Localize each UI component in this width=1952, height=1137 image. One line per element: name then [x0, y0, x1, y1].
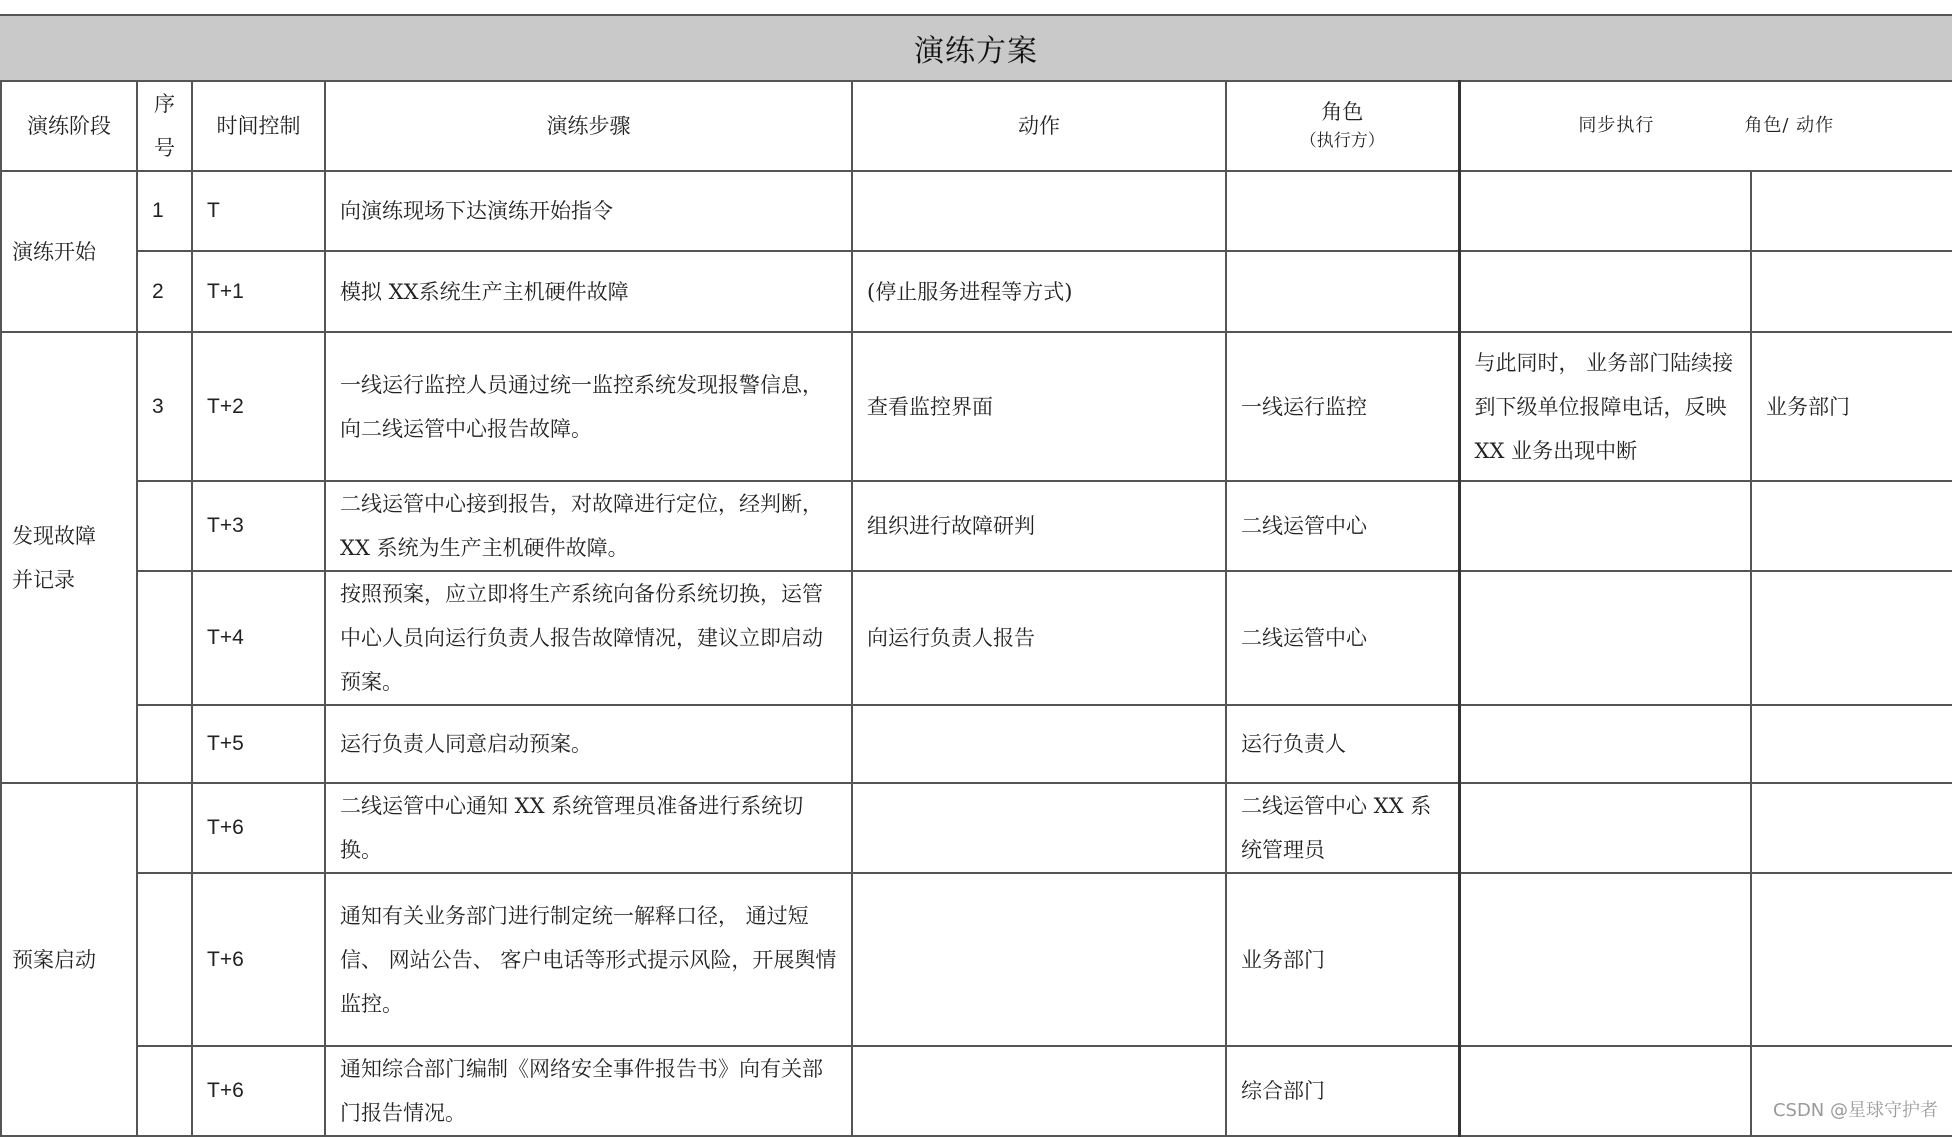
row-action: [852, 705, 1226, 783]
row-no: 3: [137, 332, 192, 481]
row-sync-role: [1751, 571, 1952, 705]
header-sync: [1459, 81, 1952, 171]
row-action: [852, 171, 1226, 251]
row-time: T+6: [192, 873, 325, 1046]
stage-discover-line1: 发现故障: [12, 523, 96, 548]
row-no: [137, 783, 192, 873]
header-action: 动作: [852, 81, 1226, 171]
header-sync-label: 同步执行: [1578, 115, 1655, 136]
table-row: [1, 783, 1952, 873]
header-seq-line1: 序: [154, 92, 175, 116]
row-sync: [1459, 873, 1751, 1046]
header-sync-role-label: 角色/ 动作: [1744, 115, 1835, 136]
csdn-watermark: CSDN @星球守护者: [1772, 1100, 1938, 1121]
header-seq-line2: 号: [154, 136, 175, 160]
row-no: [137, 481, 192, 571]
row-step: 模拟 XX系统生产主机硬件故障: [325, 251, 852, 332]
row-role: 二线运管中心: [1226, 571, 1459, 705]
row-action: [852, 1046, 1226, 1136]
row-role: 一线运行监控: [1226, 332, 1459, 481]
header-role-line1: 角色: [1321, 100, 1364, 124]
row-role: 二线运管中心 XX 系统管理员: [1226, 783, 1459, 873]
table-row: [1, 571, 1952, 705]
row-sync-role: [1751, 1046, 1952, 1136]
table-row: [1, 332, 1952, 481]
row-role: [1226, 171, 1459, 251]
row-action: [852, 873, 1226, 1046]
header-time: 时间控制: [192, 81, 325, 171]
row-sync: 与此同时， 业务部门陆续接到下级单位报障电话，反映 XX 业务出现中断: [1459, 332, 1751, 481]
row-sync: [1459, 251, 1751, 332]
row-step: 二线运管中心通知 XX 系统管理员准备进行系统切换。: [325, 783, 852, 873]
row-action: [852, 783, 1226, 873]
header-stage: 演练阶段: [1, 81, 137, 171]
row-sync-role: [1751, 171, 1952, 251]
header-row: [1, 81, 1952, 171]
row-no: [137, 571, 192, 705]
row-step: 运行负责人同意启动预案。: [325, 705, 852, 783]
table-row: [1, 705, 1952, 783]
row-no: 2: [137, 251, 192, 332]
table-row: [1, 481, 1952, 571]
row-sync-role: [1751, 251, 1952, 332]
row-action: 查看监控界面: [852, 332, 1226, 481]
row-no: 1: [137, 171, 192, 251]
row-no: [137, 1046, 192, 1136]
row-time: T+1: [192, 251, 325, 332]
row-time: T+6: [192, 1046, 325, 1136]
row-sync: [1459, 1046, 1751, 1136]
row-step: 向演练现场下达演练开始指令: [325, 171, 852, 251]
row-step: 按照预案，应立即将生产系统向备份系统切换，运管中心人员向运行负责人报告故障情况，建议立即启动预案。: [325, 571, 852, 705]
row-no: [137, 873, 192, 1046]
row-sync: [1459, 481, 1751, 571]
row-time: T: [192, 171, 325, 251]
row-role: 二线运管中心: [1226, 481, 1459, 571]
table-row: [1, 873, 1952, 1046]
row-sync-role: [1751, 481, 1952, 571]
row-sync-role: [1751, 873, 1952, 1046]
row-time: T+6: [192, 783, 325, 873]
row-role: 运行负责人: [1226, 705, 1459, 783]
header-role-line2: （执行方）: [1299, 131, 1385, 151]
header-seq: [137, 81, 192, 171]
row-action: (停止服务进程等方式): [852, 251, 1226, 332]
row-time: T+2: [192, 332, 325, 481]
row-sync: [1459, 705, 1751, 783]
row-sync-role: [1751, 783, 1952, 873]
header-role: [1226, 81, 1459, 171]
row-time: T+5: [192, 705, 325, 783]
row-action: 组织进行故障研判: [852, 481, 1226, 571]
stage-plan: 预案启动: [1, 783, 137, 1136]
table-row: [1, 1046, 1952, 1136]
row-time: T+3: [192, 481, 325, 571]
table-row: [1, 171, 1952, 251]
row-sync: [1459, 171, 1751, 251]
stage-discover: [1, 332, 137, 783]
row-role: 综合部门: [1226, 1046, 1459, 1136]
header-steps: 演练步骤: [325, 81, 852, 171]
row-role: [1226, 251, 1459, 332]
table-row: [1, 251, 1952, 332]
row-step: 通知综合部门编制《网络安全事件报告书》向有关部门报告情况。: [325, 1046, 852, 1136]
row-sync-role: 业务部门: [1751, 332, 1952, 481]
row-time: T+4: [192, 571, 325, 705]
row-action: 向运行负责人报告: [852, 571, 1226, 705]
stage-start: 演练开始: [1, 171, 137, 332]
drill-plan-table: [0, 80, 1952, 1137]
stage-discover-line2: 并记录: [12, 567, 75, 592]
row-step: 二线运管中心接到报告，对故障进行定位，经判断， XX 系统为生产主机硬件故障。: [325, 481, 852, 571]
row-sync: [1459, 571, 1751, 705]
row-role: 业务部门: [1226, 873, 1459, 1046]
row-sync: [1459, 783, 1751, 873]
row-sync-role: [1751, 705, 1952, 783]
table-title: 演练方案: [0, 14, 1952, 82]
row-step: 一线运行监控人员通过统一监控系统发现报警信息，向二线运管中心报告故障。: [325, 332, 852, 481]
row-no: [137, 705, 192, 783]
row-step: 通知有关业务部门进行制定统一解释口径， 通过短信、 网站公告、 客户电话等形式提示风险，开展舆情监控。: [325, 873, 852, 1046]
